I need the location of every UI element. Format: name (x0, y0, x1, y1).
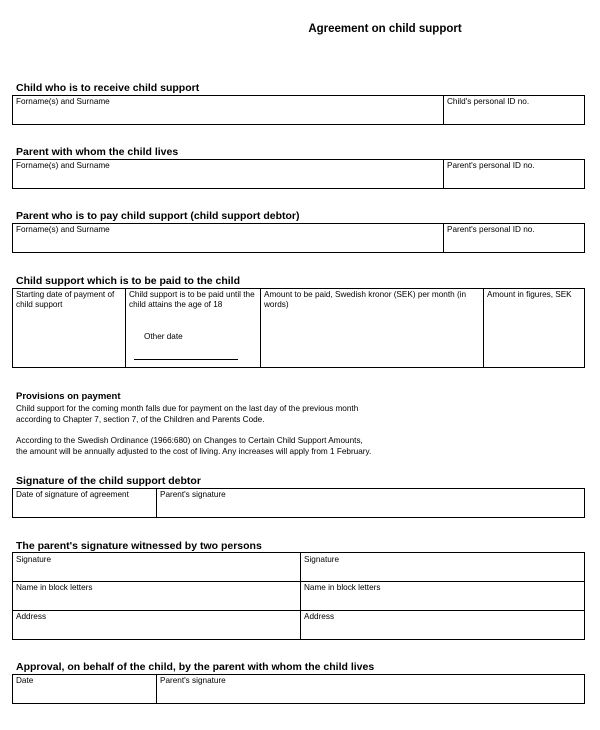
witnesses-row-line-2 (13, 610, 584, 611)
witness2-name-label: Name in block letters (304, 583, 381, 592)
debtor-signature-label: Parent's signature (160, 490, 226, 499)
support-until-age-field[interactable] (125, 289, 260, 367)
approval-box (12, 674, 585, 704)
child-info-box (12, 95, 585, 125)
debtor-signature-field[interactable] (156, 489, 584, 517)
witness1-name-label: Name in block letters (16, 583, 93, 592)
provisions-para2-line1: According to the Swedish Ordinance (1966:680) on Changes to Certain Child Support Amounts, (16, 436, 363, 445)
section-heading-approval: Approval, on behalf of the child, by the parent with whom the child lives (16, 661, 375, 673)
approval-signature-field[interactable] (156, 675, 584, 703)
other-date-label: Other date (144, 332, 183, 341)
other-date-line[interactable] (134, 359, 238, 360)
support-amount-words-field[interactable] (260, 289, 483, 367)
witness1-signature-label: Signature (16, 555, 52, 564)
section-heading-parent-lives: Parent with whom the child lives (16, 146, 179, 158)
parent-lives-id-field[interactable] (443, 160, 584, 188)
debtor-signature-date-label: Date of signature of agreement (16, 490, 129, 499)
debtor-name-label: Forname(s) and Surname (16, 225, 110, 234)
provisions-para2-line2: the amount will be annually adjusted to the cost of living. Any increases will apply from 1 February. (16, 447, 372, 456)
support-amount-figures-label: Amount in figures, SEK (487, 290, 572, 299)
document-title: Agreement on child support (308, 23, 462, 35)
witness1-address-label: Address (16, 612, 47, 621)
child-id-label: Child's personal ID no. (447, 97, 530, 106)
witness2-address-label: Address (304, 612, 335, 621)
provisions-heading: Provisions on payment (16, 391, 121, 402)
witness2-signature-label: Signature (304, 555, 340, 564)
debtor-info-box (12, 223, 585, 253)
provisions-para1-line2: according to Chapter 7, section 7, of the Children and Parents Code. (16, 415, 265, 424)
approval-date-label: Date (16, 676, 34, 685)
debtor-name-field[interactable] (13, 224, 443, 252)
parent-lives-name-field[interactable] (13, 160, 443, 188)
section-heading-signature-debtor: Signature of the child support debtor (16, 475, 201, 487)
support-amount-figures-field[interactable] (483, 289, 584, 367)
support-table (12, 288, 585, 368)
child-id-field[interactable] (443, 96, 584, 124)
signature-debtor-box (12, 488, 585, 518)
provisions-para1-line1: Child support for the coming month falls due for payment on the last day of the previous month (16, 404, 359, 413)
section-heading-witnesses: The parent's signature witnessed by two persons (16, 540, 262, 552)
parent-lives-id-label: Parent's personal ID no. (447, 161, 535, 170)
support-start-date-label: Starting date of payment of child support (16, 290, 115, 309)
debtor-id-field[interactable] (443, 224, 584, 252)
section-heading-debtor: Parent who is to pay child support (child support debtor) (16, 210, 300, 222)
approval-signature-label: Parent's signature (160, 676, 226, 685)
approval-date-field[interactable] (13, 675, 156, 703)
debtor-id-label: Parent's personal ID no. (447, 225, 535, 234)
support-amount-words-label: Amount to be paid, Swedish kronor (SEK) per month (in words) (264, 290, 467, 309)
section-heading-child: Child who is to receive child support (16, 82, 200, 94)
child-name-label: Forname(s) and Surname (16, 97, 110, 106)
support-until-age-label: Child support is to be paid until the child attains the age of 18 (129, 290, 255, 309)
support-start-date-field[interactable] (13, 289, 125, 367)
witnesses-row-line-1 (13, 581, 584, 582)
section-heading-support: Child support which is to be paid to the child (16, 275, 240, 287)
parent-lives-name-label: Forname(s) and Surname (16, 161, 110, 170)
debtor-signature-date-field[interactable] (13, 489, 156, 517)
child-name-field[interactable] (13, 96, 443, 124)
parent-lives-info-box (12, 159, 585, 189)
witnesses-table (12, 552, 585, 640)
witnesses-divider (300, 553, 301, 639)
